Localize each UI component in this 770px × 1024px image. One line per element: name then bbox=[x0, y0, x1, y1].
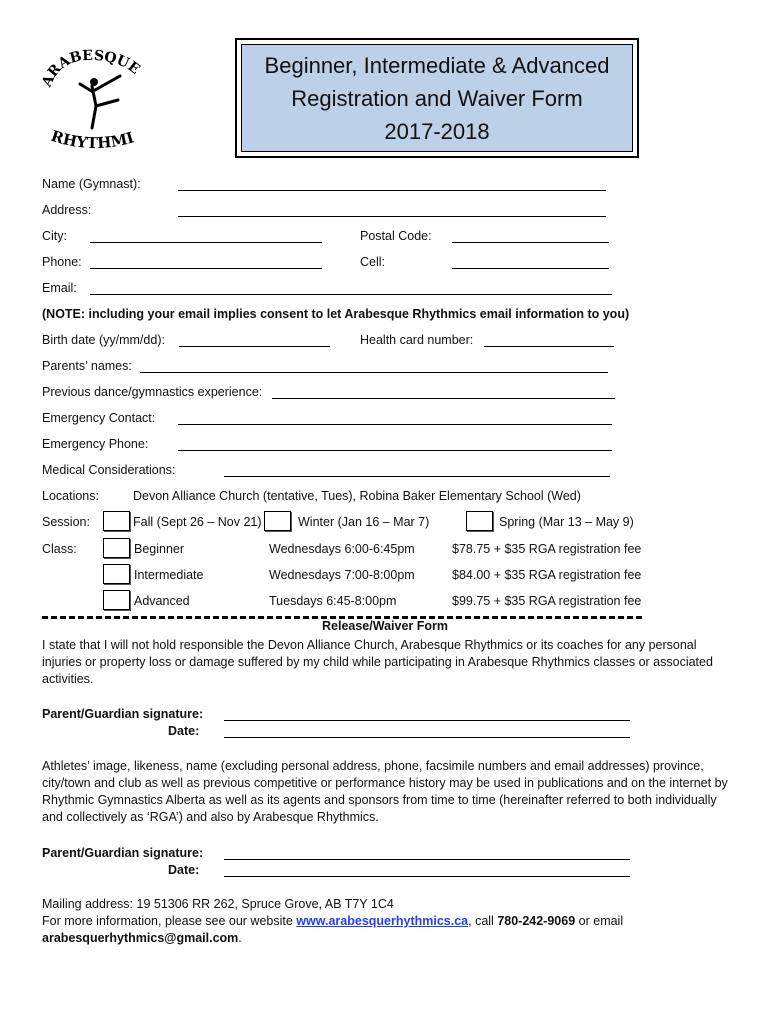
class-label: Class: bbox=[42, 542, 77, 556]
class-level: Advanced bbox=[134, 594, 190, 608]
session-spring-label: Spring (Mar 13 – May 9) bbox=[499, 515, 634, 529]
class-fee: $99.75 + $35 RGA registration fee bbox=[452, 594, 642, 608]
media-release-statement: Athletes’ image, likeness, name (excluding personal address, phone, facsimile numbers and email addresses) province, city/town and club as well as previous competitive or performance history may be used in publications and on the internet by Rhythmic Gymnastics Alberta as well as its agents and sponsors from time to time (hereinafter referred to both individually and collectively as ‘RGA’) and also by Arabesque Rhythmics. bbox=[42, 759, 728, 824]
email-prefix: or email bbox=[578, 914, 624, 928]
experience-field[interactable] bbox=[272, 398, 615, 399]
postal-code-field[interactable] bbox=[452, 242, 609, 243]
waiver-statement: I state that I will not hold responsible the Devon Alliance Church, Arabesque Rhythmics or its coaches for any personal injuries or property loss or damage suffered by my child while participating in Arabesque Rhythmics classes or associated activities. bbox=[42, 638, 713, 686]
health-card-label: Health card number: bbox=[360, 333, 474, 347]
medical-label: Medical Considerations: bbox=[42, 463, 176, 477]
title-panel bbox=[241, 44, 633, 152]
class-beginner-checkbox[interactable] bbox=[103, 538, 130, 558]
club-logo bbox=[40, 48, 150, 158]
birth-date-field[interactable] bbox=[179, 346, 330, 347]
phone-field[interactable] bbox=[90, 268, 322, 269]
logo-top-text: ARABESQUE bbox=[40, 48, 143, 90]
class-level: Intermediate bbox=[134, 568, 204, 582]
postal-code-label: Postal Code: bbox=[360, 229, 432, 243]
session-label: Session: bbox=[42, 515, 90, 529]
gymnast-logo-graphic bbox=[40, 48, 150, 158]
date-field-1[interactable] bbox=[224, 737, 630, 738]
info-prefix: For more information, please see our website bbox=[42, 914, 293, 928]
logo-bottom-text: RHYTHMI bbox=[48, 126, 136, 153]
session-spring-checkbox[interactable] bbox=[466, 511, 493, 531]
more-info-line bbox=[42, 914, 623, 928]
class-time: Wednesdays 7:00-8:00pm bbox=[269, 568, 415, 582]
class-advanced-checkbox[interactable] bbox=[103, 590, 130, 610]
date-label: Date: bbox=[168, 863, 200, 877]
class-fee: $78.75 + $35 RGA registration fee bbox=[452, 542, 642, 556]
date-label: Date: bbox=[168, 724, 200, 738]
emergency-phone-field[interactable] bbox=[178, 450, 612, 451]
call-prefix: , call bbox=[468, 914, 494, 928]
class-level: Beginner bbox=[134, 542, 185, 556]
emergency-contact-label: Emergency Contact: bbox=[42, 411, 156, 425]
session-fall-checkbox[interactable] bbox=[103, 511, 130, 531]
name-field[interactable] bbox=[178, 190, 606, 191]
title-line-3: 2017-2018 bbox=[384, 118, 490, 144]
title-box bbox=[235, 38, 639, 158]
cell-field[interactable] bbox=[452, 268, 609, 269]
parents-names-label: Parents’ names: bbox=[42, 359, 132, 373]
class-time: Tuesdays 6:45-8:00pm bbox=[269, 594, 397, 608]
class-time: Wednesdays 6:00-6:45pm bbox=[269, 542, 415, 556]
city-field[interactable] bbox=[90, 242, 322, 243]
signature-field-1[interactable] bbox=[224, 720, 630, 721]
signature-label: Parent/Guardian signature: bbox=[42, 707, 204, 721]
email-line bbox=[42, 931, 242, 945]
health-card-field[interactable] bbox=[484, 346, 614, 347]
email-label: Email: bbox=[42, 281, 77, 295]
signature-field-2[interactable] bbox=[224, 859, 630, 860]
parents-names-field[interactable] bbox=[140, 372, 608, 373]
name-label: Name (Gymnast): bbox=[42, 177, 141, 191]
waiver-heading: Release/Waiver Form bbox=[322, 619, 448, 633]
address-field[interactable] bbox=[178, 216, 606, 217]
cell-label: Cell: bbox=[360, 255, 386, 269]
session-winter-label: Winter (Jan 16 – Mar 7) bbox=[298, 515, 430, 529]
mailing-address: Mailing address: 19 51306 RR 262, Spruce Grove, AB T7Y 1C4 bbox=[42, 897, 394, 911]
title-line-1: Beginner, Intermediate & Advanced bbox=[264, 52, 610, 78]
email-suffix: . bbox=[238, 931, 242, 945]
locations-label: Locations: bbox=[42, 489, 99, 503]
date-field-2[interactable] bbox=[224, 876, 630, 877]
medical-field[interactable] bbox=[224, 476, 610, 477]
email-field[interactable] bbox=[90, 294, 612, 295]
phone-number: 780-242-9069 bbox=[497, 914, 576, 928]
class-intermediate-checkbox[interactable] bbox=[103, 564, 130, 584]
class-fee: $84.00 + $35 RGA registration fee bbox=[452, 568, 642, 582]
experience-label: Previous dance/gymnastics experience: bbox=[42, 385, 263, 399]
phone-label: Phone: bbox=[42, 255, 82, 269]
contact-email[interactable]: arabesquerhythmics@gmail.com bbox=[42, 931, 239, 945]
address-label: Address: bbox=[42, 203, 92, 217]
session-winter-checkbox[interactable] bbox=[264, 511, 291, 531]
emergency-phone-label: Emergency Phone: bbox=[42, 437, 149, 451]
city-label: City: bbox=[42, 229, 67, 243]
session-fall-label: Fall (Sept 26 – Nov 21) bbox=[133, 515, 262, 529]
birth-date-label: Birth date (yy/mm/dd): bbox=[42, 333, 165, 347]
emergency-contact-field[interactable] bbox=[178, 424, 612, 425]
locations-value: Devon Alliance Church (tentative, Tues), Robina Baker Elementary School (Wed) bbox=[133, 489, 581, 503]
title-line-2: Registration and Waiver Form bbox=[291, 85, 583, 111]
email-consent-note: (NOTE: including your email implies consent to let Arabesque Rhythmics email information to you) bbox=[42, 307, 630, 321]
signature-label: Parent/Guardian signature: bbox=[42, 846, 204, 860]
website-link[interactable]: www.arabesquerhythmics.ca bbox=[296, 914, 469, 928]
